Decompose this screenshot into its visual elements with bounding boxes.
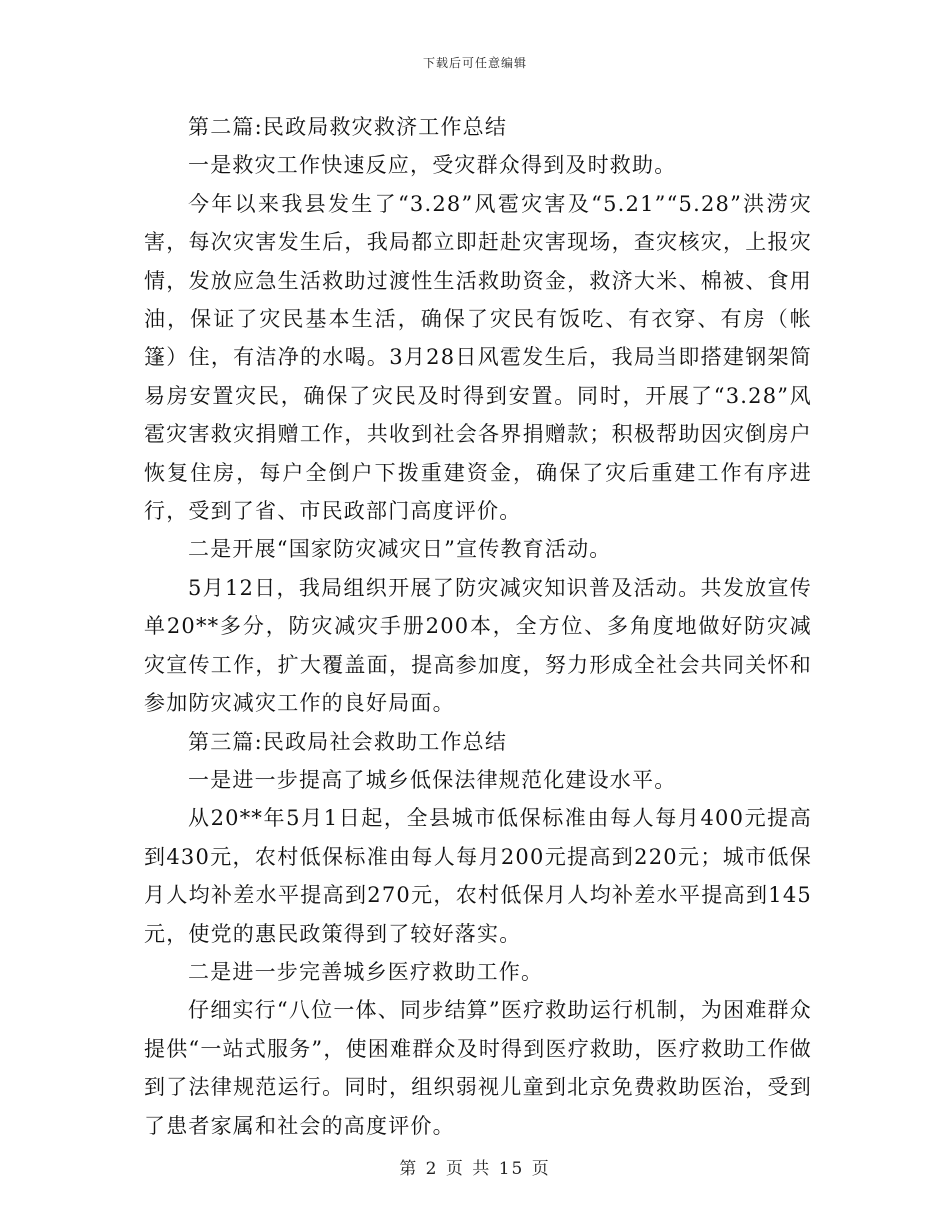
paragraph: 二是进一步完善城乡医疗救助工作。 — [188, 959, 544, 984]
paragraph: 5月12日，我局组织开展了防灾减灾知识普及活动。共发放宣传单20**多分，防灾减灾手册200本，全方位、多角度地做好防灾减灾宣传工作，扩大覆盖面，提高参加度，努力形成全社会共同关怀和参加防灾减灾工作的良好局面。 — [144, 575, 812, 716]
paragraph: 一是进一步提高了城乡低保法律规范化建设水平。 — [188, 767, 677, 792]
paragraph: 二是开展“国家防灾减灾日”宣传教育活动。 — [188, 537, 612, 562]
page-number: 第 2 页 共 15 页 — [399, 1159, 551, 1179]
paragraph: 今年以来我县发生了“3.28”风雹灾害及“5.21”“5.28”洪涝灾害，每次灾害发生后，我局都立即赶赴灾害现场，查灾核灾，上报灾情，发放应急生活救助过渡性生活救助资金，救济大米、棉被、食用油，保证了灾民基本生活，确保了灾民有饭吃、有衣穿、有房（帐篷）住，有洁净的水喝。3月28日风雹发生后，我局当即搭建钢架简易房安置灾民，确保了灾民及时得到安置。同时，开展了“3.28”风雹灾害救灾捐赠工作，共收到社会各界捐赠款；积极帮助因灾倒房户恢复住房，每户全倒户下拨重建资金，确保了灾后重建工作有序进行，受到了省、市民政部门高度评价。 — [144, 191, 812, 524]
paragraph: 一是救灾工作快速反应，受灾群众得到及时救助。 — [188, 153, 677, 178]
section-title: 第三篇:民政局社会救助工作总结 — [188, 729, 508, 754]
section-title: 第二篇:民政局救灾救济工作总结 — [188, 115, 508, 139]
paragraph: 仔细实行“八位一体、同步结算”医疗救助运行机制，为困难群众提供“一站式服务”，使困难群众及时得到医疗救助，医疗救助工作做到了法律规范运行。同时，组织弱视儿童到北京免费救助医治，受到了患者家属和社会的高度评价。 — [144, 998, 812, 1138]
header-note: 下载后可任意编辑 — [422, 56, 527, 70]
document-body — [144, 108, 812, 1145]
paragraph: 从20**年5月1日起，全县城市低保标准由每人每月400元提高到430元，农村低保标准由每人每月200元提高到220元；城市低保月人均补差水平提高到270元，农村低保月人均补差水平提高到145元，使党的惠民政策得到了较好落实。 — [144, 806, 812, 946]
